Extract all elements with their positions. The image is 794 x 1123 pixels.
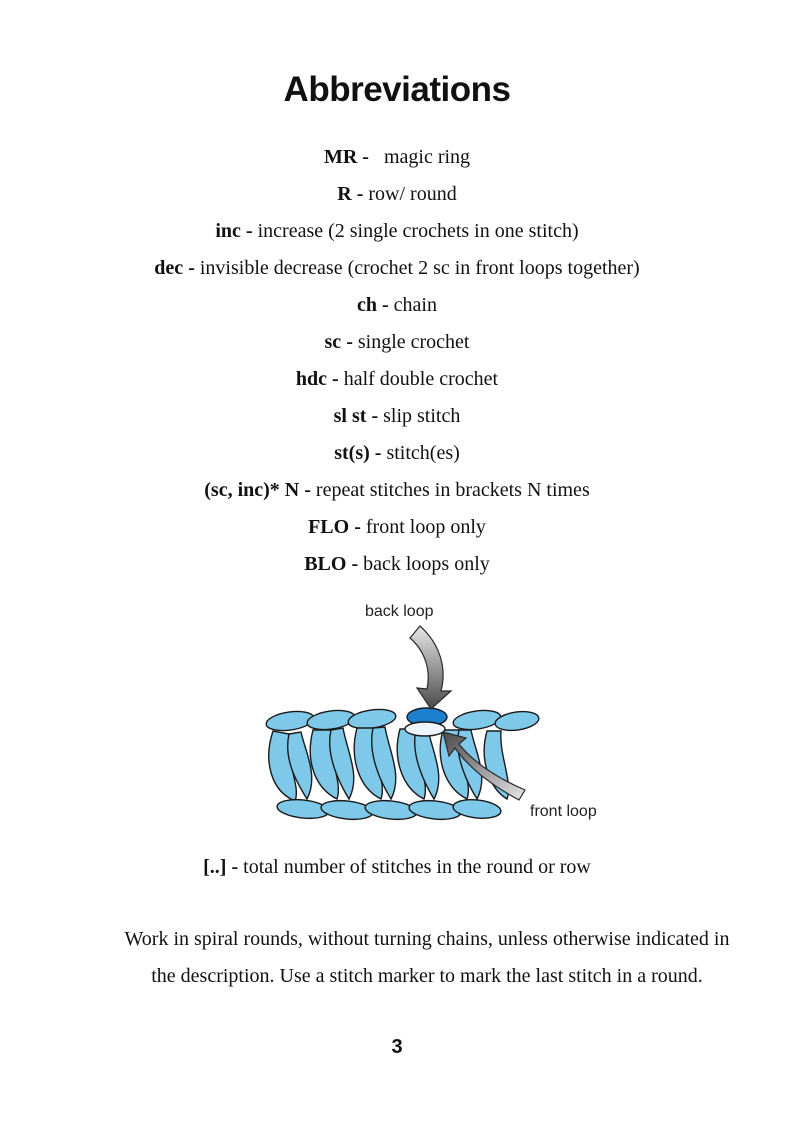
abbreviation-description: repeat stitches in brackets N times — [315, 479, 590, 501]
abbreviation-description: magic ring — [383, 146, 471, 168]
abbreviation-separator: - — [357, 146, 384, 168]
instruction-note: Work in spiral rounds, without turning chains, unless otherwise indicated in the description. Use a stitch marker to mark the last stitch in a round. — [124, 928, 730, 987]
abbreviation-description: invisible decrease (crochet 2 sc in front loops together) — [199, 257, 640, 279]
bottom-chain — [276, 797, 502, 821]
front-loop-label: front loop — [530, 803, 597, 820]
abbreviation-item — [0, 547, 794, 584]
abbreviation-term: hdc — [295, 368, 328, 390]
abbreviation-item — [0, 473, 794, 510]
abbreviation-description: increase (2 single crochets in one stitch) — [257, 220, 579, 242]
abbreviation-item — [0, 325, 794, 362]
abbreviation-separator: - — [299, 479, 316, 501]
abbreviation-item — [0, 177, 794, 214]
abbreviation-item — [0, 399, 794, 436]
abbreviation-separator: - — [183, 257, 200, 279]
abbreviation-term: BLO — [304, 553, 347, 575]
abbreviation-description: half double crochet — [343, 368, 499, 390]
abbreviation-description: chain — [393, 294, 437, 316]
abbreviation-description: stitch(es) — [386, 442, 460, 464]
abbreviation-separator: - — [377, 294, 394, 316]
back-loop-arrow-icon — [410, 626, 451, 709]
abbreviation-item — [0, 288, 794, 325]
abbreviation-term: FLO — [308, 516, 350, 538]
abbreviation-separator: - — [226, 856, 244, 878]
abbreviation-term: st(s) — [334, 442, 370, 464]
abbreviation-item — [0, 362, 794, 399]
abbreviation-description: slip stitch — [383, 405, 461, 427]
abbreviation-term: (sc, inc)* N — [204, 479, 300, 501]
abbreviation-term: [..] — [203, 856, 227, 878]
abbreviation-description: front loop only — [365, 516, 486, 538]
abbreviation-description: row/ round — [368, 183, 457, 205]
abbreviation-item — [0, 436, 794, 473]
stitch-total-note — [0, 856, 794, 879]
abbreviation-separator: - — [351, 183, 369, 205]
abbreviation-separator: - — [346, 553, 364, 575]
abbreviation-description: back loops only — [363, 553, 490, 575]
abbreviation-item — [0, 251, 794, 288]
abbreviation-term: sc — [324, 331, 342, 353]
abbreviation-term: sl st — [333, 405, 367, 427]
abbreviation-list — [0, 140, 794, 584]
page-title: Abbreviations — [283, 70, 511, 109]
abbreviation-term: inc — [215, 220, 241, 242]
abbreviation-item — [0, 214, 794, 251]
front-loop-stitch — [405, 722, 445, 736]
abbreviation-term: dec — [154, 257, 184, 279]
abbreviation-item — [0, 510, 794, 547]
abbreviation-description: single crochet — [357, 331, 470, 353]
abbreviation-description: total number of stitches in the round or row — [243, 856, 591, 878]
abbreviation-separator: - — [341, 331, 358, 353]
page-number: 3 — [391, 1036, 403, 1058]
back-loop-label: back loop — [365, 603, 434, 620]
abbreviation-separator: - — [327, 368, 344, 390]
abbreviation-separator: - — [366, 405, 384, 427]
abbreviation-term: ch — [357, 294, 377, 316]
abbreviation-item — [0, 140, 794, 177]
abbreviation-separator: - — [369, 442, 387, 464]
abbreviation-term: R — [337, 183, 352, 205]
crochet-loop-diagram — [255, 596, 625, 841]
abbreviation-separator: - — [349, 516, 366, 538]
abbreviation-separator: - — [240, 220, 258, 242]
stitch-rows — [265, 707, 540, 822]
abbreviation-term: MR — [323, 146, 358, 168]
